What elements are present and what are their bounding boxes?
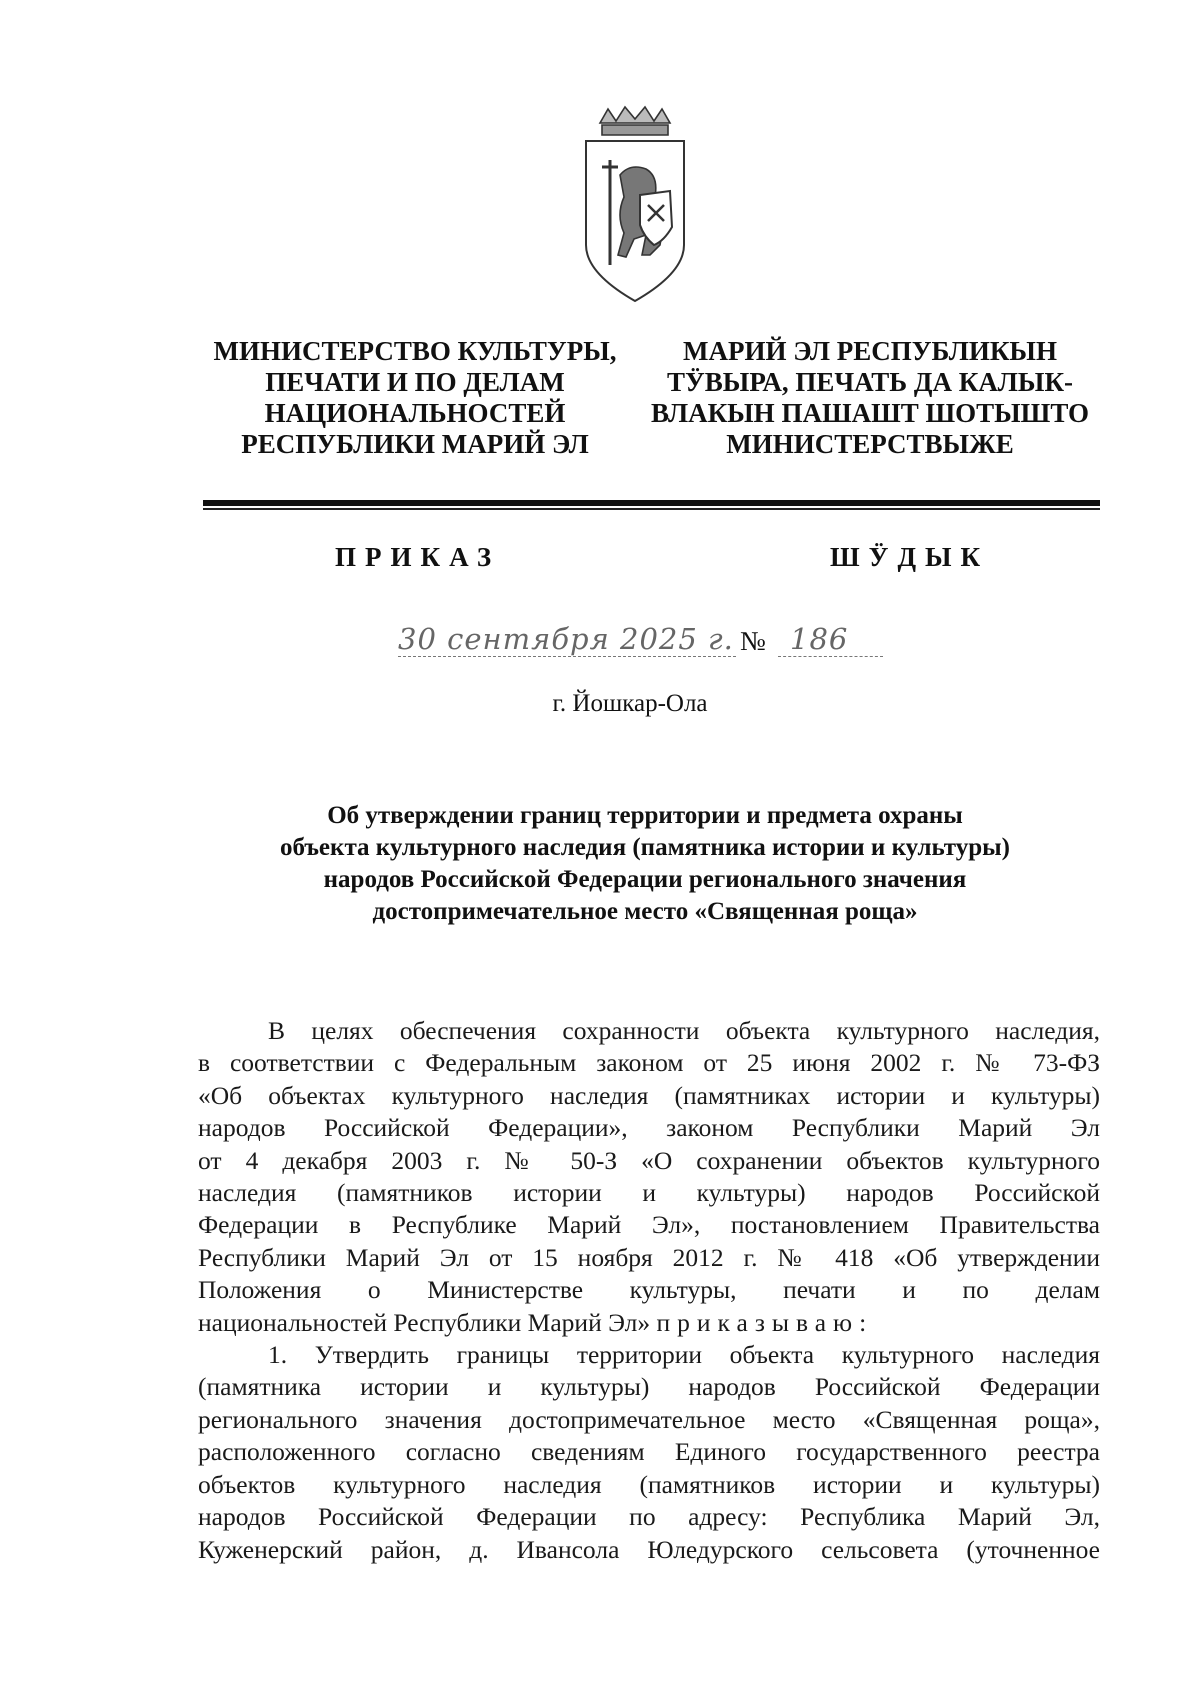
body-line: наследия (памятников истории и культуры) народов Российской bbox=[198, 1178, 1100, 1208]
order-date-number bbox=[398, 622, 888, 662]
body-line: в соответствии с Федеральным законом от 25 июня 2002 г. № 73-ФЗ bbox=[198, 1048, 1100, 1078]
body-line: Положения о Министерстве культуры, печати и по делам bbox=[198, 1275, 1100, 1305]
header-line: ТӰВЫРА, ПЕЧАТЬ ДА КАЛЫК- bbox=[666, 367, 1074, 397]
header-line: ПЕЧАТИ И ПО ДЕЛАМ bbox=[265, 367, 565, 397]
body-line: регионального значения достопримечательное место «Священная роща», bbox=[198, 1404, 1100, 1434]
body-line: объектов культурного наследия (памятников истории и культуры) bbox=[198, 1469, 1100, 1499]
body-line-order bbox=[198, 1307, 1100, 1339]
body-line: (памятника истории и культуры) народов Российской Федерации bbox=[198, 1372, 1100, 1402]
body-line: Федерации в Республике Марий Эл», постановлением Правительства bbox=[198, 1210, 1100, 1240]
handwritten-date: 30 сентября 2025 г. bbox=[398, 622, 734, 656]
body-line: расположенного согласно сведениям Единого государственного реестра bbox=[198, 1437, 1100, 1467]
header-line: ВЛАКЫН ПАШАШТ ШОТЫШТО bbox=[651, 398, 1089, 428]
order-label-mari: ШӰДЫК bbox=[830, 542, 990, 572]
header-line: МАРИЙ ЭЛ РЕСПУБЛИКЫН bbox=[683, 336, 1057, 366]
order-label-russian: ПРИКАЗ bbox=[335, 542, 501, 572]
date-underline bbox=[398, 656, 736, 657]
header-line: МИНИСТЕРСТВО КУЛЬТУРЫ, bbox=[213, 336, 617, 366]
body-line: В целях обеспечения сохранности объекта культурного наследия, bbox=[268, 1016, 1100, 1045]
handwritten-number: 186 bbox=[790, 622, 849, 656]
body-line: Куженерский район, д. Ивансола Юледурского сельсовета (уточненное bbox=[198, 1534, 1100, 1564]
number-sign: № bbox=[740, 626, 766, 656]
ministry-name-mari bbox=[640, 336, 1100, 460]
header-divider bbox=[203, 500, 1100, 506]
coat-of-arms-emblem bbox=[580, 105, 690, 305]
header-line: МИНИСТЕРСТВЫЖЕ bbox=[726, 429, 1014, 459]
body-line: народов Российской Федерации по адресу: Республика Марий Эл, bbox=[198, 1502, 1100, 1532]
header-line: РЕСПУБЛИКИ МАРИЙ ЭЛ bbox=[241, 429, 589, 459]
document-title bbox=[190, 800, 1100, 928]
header-divider-thin bbox=[203, 508, 1100, 510]
body-line: от 4 декабря 2003 г. № 50-З «О сохранении объектов культурного bbox=[198, 1145, 1100, 1175]
header-line: НАЦИОНАЛЬНОСТЕЙ bbox=[264, 398, 566, 428]
body-line: «Об объектах культурного наследия (памятниках истории и культуры) bbox=[198, 1080, 1100, 1110]
body-line: национальностей Республики Марий Эл» bbox=[198, 1307, 651, 1337]
number-underline bbox=[778, 656, 883, 657]
title-line: объекта культурного наследия (памятника истории и культуры) bbox=[279, 834, 1010, 861]
order-word: приказываю: bbox=[656, 1307, 874, 1337]
title-line: Об утверждении границ территории и предмета охраны bbox=[327, 802, 963, 829]
body-line: 1. Утвердить границы территории объекта культурного наследия bbox=[268, 1340, 1100, 1370]
body-line: народов Российской Федерации», законом Республики Марий Эл bbox=[198, 1113, 1100, 1143]
ministry-name-russian bbox=[180, 336, 650, 460]
body-line: Республики Марий Эл от 15 ноября 2012 г. № 418 «Об утверждении bbox=[198, 1242, 1100, 1272]
title-line: достопримечательное место «Священная роща» bbox=[372, 898, 918, 925]
document-body bbox=[198, 1015, 1100, 1566]
title-line: народов Российской Федерации регионального значения bbox=[323, 866, 967, 893]
city-name: г. Йошкар-Ола bbox=[552, 690, 708, 717]
